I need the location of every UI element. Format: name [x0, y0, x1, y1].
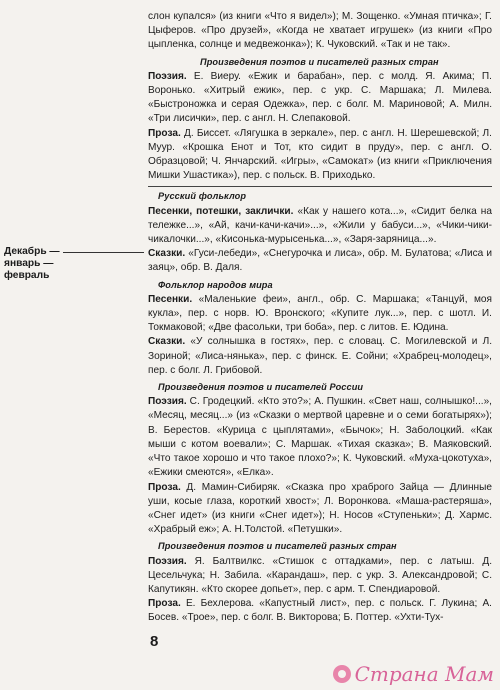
- text-russia-poetry: С. Гродецкий. «Кто это?»; А. Пушкин. «Свет наш, солнышко!...», «Месяц, месяц...» (из «Сказки о мертвой царевне и о семи богатырях»); В. Берестов. «Курица с цыплятами», «Бычок»; Н. Заболоцкий. «Как мыши с котом воевали»; С. Маршак. «Тихая сказка»; В. Маяковский. «Что такое хорошо и что такое плохо?»; К. Чуковский. «Муха-цокотуха», «Ежики смеются», «Елка».: [148, 396, 492, 479]
- text-tales: «Гуси-лебеди», «Снегурочка и лиса», обр. М. Булатова; «Лиса и заяц», обр. В. Даля.: [148, 248, 492, 274]
- world-folk-songs: [148, 293, 492, 336]
- text-prose: Д. Биссет. «Лягушка в зеркале», пер. с англ. Н. Шерешевской; Л. Муур. «Крошка Енот и Тот, кто сидит в пруду», пер. с англ. О. Образцовой; Ч. Янчарский. «Игры», «Самокат» (из книги «Приключения Мишки Ушастика»), пер. с польск. В. Приходько.: [148, 127, 492, 182]
- text-russia-prose: Д. Мамин-Сибиряк. «Сказка про храброго Зайца — Длинные уши, косые глаза, короткий хвост»; Л. Воронкова. «Маша-растеряша», «Снег идет» (из книги «Снег идет»); Н. Носов «Ступеньки»; Д. Хармс. «Храбрый еж»; А. Н.Толстой. «Петушки».: [148, 481, 492, 536]
- watermark-text: Страна Мам: [354, 662, 494, 686]
- text-poetry: Е. Виеру. «Ежик и барабан», пер. с молд. Я. Акима; П. Воронько. «Хитрый ежик», пер. с укр. С. Маршака; Л. Милева. «Быстроножка и серая Одежка», пер. с болг. М. Мариновой; А. Милн. «Три лисички», пер. с англ. Н. Слепаковой.: [148, 70, 492, 125]
- text-world-songs: «Маленькие феи», англ., обр. С. Маршака; «Танцуй, моя кукла», пер. с норв. Ю. Вронского; «Купите лук...», пер. с шотл. И. Токмаковой; «Две фасольки, три боба», пер. с литов. Е. Юдина.: [148, 293, 492, 334]
- side-label-row: [4, 246, 144, 258]
- label-world-poetry: Поэзия.: [148, 555, 187, 567]
- text-world-tales: «У солнышка в гостях», пер. с словац. С. Могилевской и Л. Зориной; «Лиса-нянька», пер. с финск. Е. Сойни; «Храбрец-молодец», пер. с болг. Л. Грибовой.: [148, 336, 492, 376]
- section-header-world-authors-2: Произведения поэтов и писателей разных стран: [158, 541, 397, 552]
- top-paragraph: слон купался» (из книги «Что я видел»); М. Зощенко. «Умная птичка»; Г. Цыферов. «Про друзей», «Когда не хватает игрушек» (из книги «Про цыпленка, солнце и медвежонка»); К. Чуковский. «Так и не так».: [148, 11, 492, 51]
- side-label-line3: февраль: [4, 270, 50, 281]
- side-label-rule: [63, 252, 144, 253]
- month-side-label: [4, 246, 144, 282]
- watermark: [333, 662, 494, 686]
- label-songs: Песенки, потешки, заклички.: [148, 205, 294, 217]
- folk-songs: [148, 205, 492, 248]
- main-column: [148, 10, 492, 626]
- watermark-logo-icon: [333, 665, 351, 683]
- label-tales: Сказки.: [148, 248, 186, 260]
- label-world-prose: Проза.: [148, 598, 181, 610]
- section1-poetry: [148, 70, 492, 127]
- folk-tales: [148, 247, 492, 275]
- label-prose: Проза.: [148, 127, 181, 139]
- section-header-world-folklore: Фольклор народов мира: [158, 279, 273, 290]
- side-label-line2: январь —: [4, 258, 54, 269]
- text-world-poetry: Я. Балтвилкс. «Стишок с оттадками», пер. с латыш. Д. Цесельчука; Н. Забила. «Карандаш», пер. с укр. З. Александровой; С. Капутикян. «Кто скорее допьет», пер. с арм. Т. Спендиаровой.: [148, 555, 492, 595]
- text-songs: «Как у нашего кота...», «Сидит белка на тележке...», «Ай, качи-качи-качи»...», «Жили у бабуси...», «Чики-чики-чикалочки...», «Кисонька-мурысенька...», «Заря-заряница...».: [148, 205, 492, 246]
- side-label-line1: Декабрь —: [4, 246, 60, 257]
- divider: [148, 186, 492, 187]
- russia-poetry: [148, 395, 492, 480]
- section-header-world-authors-1: Произведения поэтов и писателей разных стран: [200, 56, 439, 67]
- label-russia-prose: Проза.: [148, 481, 181, 493]
- label-russia-poetry: Поэзия.: [148, 396, 187, 408]
- world-folk-tales: [148, 335, 492, 378]
- page-number: 8: [150, 633, 159, 650]
- section-header-russia-authors: Произведения поэтов и писателей России: [158, 382, 364, 393]
- russia-prose: [148, 481, 492, 538]
- label-world-songs: Песенки.: [148, 293, 193, 305]
- world-poetry: [148, 555, 492, 598]
- section-header-russian-folklore: Русский фольклор: [158, 191, 247, 202]
- label-world-tales: Сказки.: [148, 336, 186, 348]
- world-prose: [148, 597, 492, 625]
- section1-prose: [148, 127, 492, 184]
- text-world-prose: Е. Бехлерова. «Капустный лист», пер. с польск. Г. Лукина; А. Босев. «Трое», пер. с болг. В. Викторова; Б. Поттер. «Ухти-Тух-: [148, 598, 492, 624]
- label-poetry: Поэзия.: [148, 70, 187, 82]
